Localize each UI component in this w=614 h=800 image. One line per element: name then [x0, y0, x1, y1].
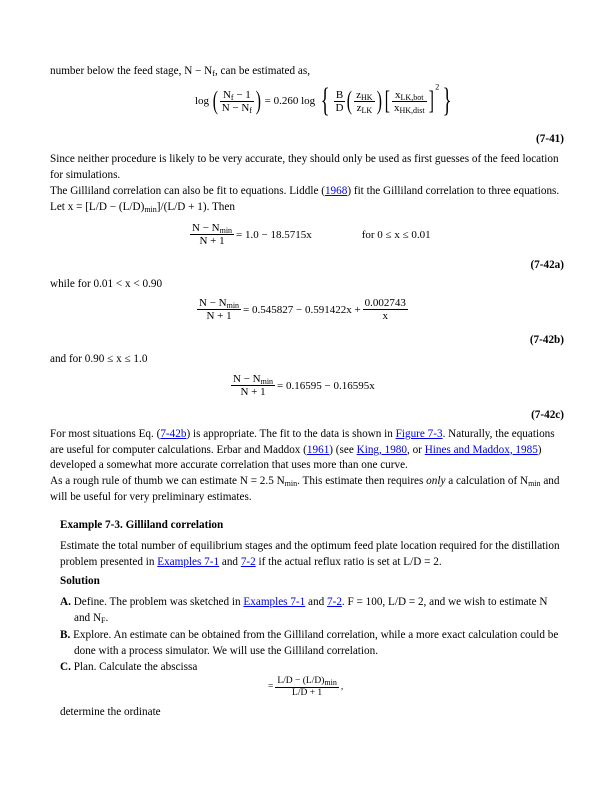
example-intro: Estimate the total number of equilibrium stages and the optimum feed plate location required for the distillation problem presented in Examples 7-1 and 7-2 if the actual reflux ratio is set at L/D = 2.: [60, 540, 560, 568]
paragraph-liddle: The Gilliland correlation can also be fit to equations. Liddle (1968) fit the Gilliland correlation to three equations. Let $x = [L/D - (L/D)_{min}]/(L/D + 1)$. Then: [50, 185, 560, 214]
link-7-2[interactable]: 7-2: [240, 555, 256, 568]
paragraph-most-situations: For most situations Eq. (7-42b) is appropriate. The fit to the data is shown in Figure 7-3. Naturally, the equations are useful for computer calculations. Erbar and Maddox (1961) (see King, 1980, or Hines and Maddox, 1985) developed a somewhat more accurate correlation that uses more than one curve.: [50, 428, 555, 472]
equation-number-7-41: (7-41): [536, 133, 564, 145]
equation-number-7-42a: (7-42a): [530, 259, 564, 271]
equation-abscissa: = $\frac{L/D - (L/D)_{min}}{L/D + 1}$ ,: [268, 676, 344, 698]
link-examples-7-1[interactable]: Examples 7-1: [157, 555, 220, 568]
equation-7-42c: $\frac{N - N_{min}}{N + 1}$ = 0.16595 − 0.16595x: [233, 373, 375, 398]
equation-7-42b: $\frac{N - N_{min}}{N + 1}$ = 0.545827 − 0.591422x + $\frac{0.002743}{x}$: [199, 297, 406, 322]
step-a-define: A. Define. The problem was sketched in Examples 7-1 and 7-2. F = 100, L/D = 2, and we wish to estimate N and $N_F$.: [60, 596, 548, 625]
step-c-plan: C. Plan. Calculate the abscissa: [60, 661, 198, 673]
link-1968[interactable]: 1968: [324, 185, 348, 197]
solution-heading: Solution: [60, 575, 100, 587]
link-king-1980[interactable]: King, 1980: [356, 443, 407, 456]
step-b-explore: B. Explore. An estimate can be obtained from the Gilliland correlation, while a more exact calculation could be done with a process simulator. We will use the Gilliland correlation.: [60, 629, 559, 657]
paragraph-feed-stage: number below the feed stage, $N - N_f$, can be estimated as,: [50, 65, 310, 78]
paragraph-range-high: and for 0.90 ≤ x ≤ 1.0: [50, 353, 148, 365]
determine-ordinate: determine the ordinate: [60, 706, 161, 718]
link-figure-7-3[interactable]: Figure 7-3: [395, 428, 443, 440]
link-hines-maddox-1985[interactable]: Hines and Maddox, 1985: [424, 443, 538, 456]
link-step-a-examples-7-1[interactable]: Examples 7-1: [243, 596, 306, 608]
equation-7-42a: $\frac{N - N_{min}}{N + 1}$ = 1.0 − 18.5715x for 0 ≤ x ≤ 0.01: [192, 222, 431, 247]
paragraph-accuracy: Since neither procedure is likely to be very accurate, they should only be used as first guesses of the feed location for simulations.: [50, 153, 559, 181]
equation-number-7-42c: (7-42c): [531, 409, 564, 421]
paragraph-range-mid: while for 0.01 < x < 0.90: [50, 278, 163, 290]
paragraph-rule-of-thumb: As a rough rule of thumb we can estimate N = 2.5 $N_{min}$. This estimate then requires only a calculation of $N_{min}$ and will be useful for very preliminary estimates.: [50, 475, 560, 503]
example-title: Example 7-3. Gilliland correlation: [60, 519, 224, 531]
link-1961[interactable]: 1961: [306, 443, 330, 456]
equation-7-41: log ( $\frac{N_f - 1}{N - N_f}$ ) = 0.260 log { $\frac{B}{D}$ ( $\frac{z_{HK}}{z_{LK}}$ ) [ $\frac{x_{LK,bot}}{x_{HK,dist}}$ ] $^2$ }: [195, 82, 452, 119]
link-step-a-7-2[interactable]: 7-2: [327, 596, 342, 608]
link-eq-7-42b[interactable]: 7-42b: [160, 428, 187, 440]
equation-number-7-42b: (7-42b): [529, 334, 564, 346]
